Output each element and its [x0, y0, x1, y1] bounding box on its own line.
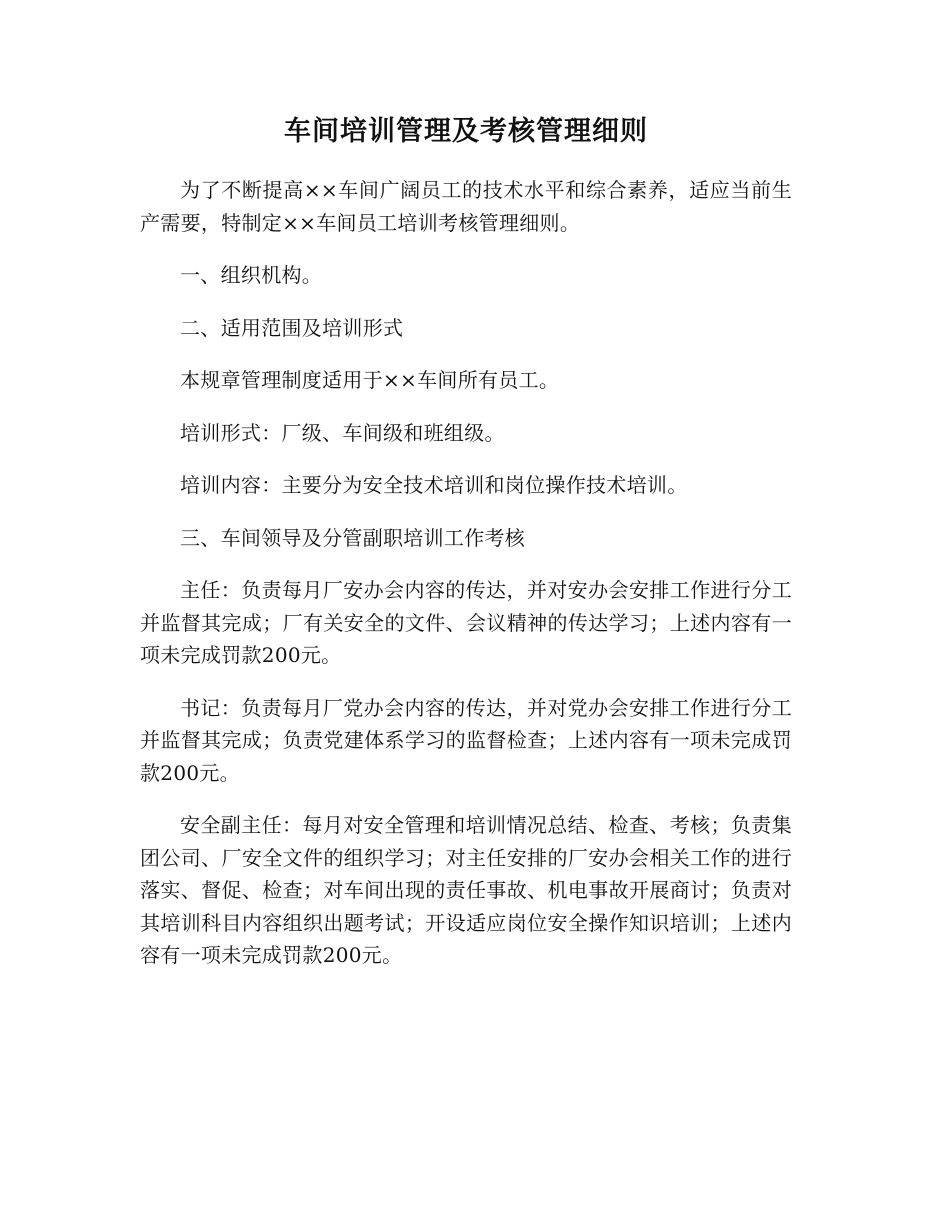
section-heading-leadership: 三、车间领导及分管副职培训工作考核 [180, 525, 526, 550]
director-paragraph: 主任：负责每月厂安办会内容的传达，并对安办会安排工作进行分工并监督其完成；厂有关安全的文件、会议精神的传达学习；上述内容有一项未完成罚款200元。 [140, 578, 792, 667]
document-body [140, 112, 792, 992]
document-title: 车间培训管理及考核管理细则 [284, 116, 648, 147]
safety-deputy-paragraph: 安全副主任：每月对安全管理和培训情况总结、检查、考核；负责集团公司、厂安全文件的组织学习；对主任安排的厂安办会相关工作的进行落实、督促、检查；对车间出现的责任事故、机电事故开展商讨；负责对其培训科目内容组织出题考试；开设适应岗位安全操作知识培训；上述内容有一项未完成罚款200元。 [140, 813, 792, 967]
intro-paragraph: 为了不断提高××车间广阔员工的技术水平和综合素养，适应当前生产需要，特制定××车间员工培训考核管理细则。 [140, 178, 792, 235]
section-heading-organization: 一、组织机构。 [180, 263, 323, 287]
training-form-paragraph: 培训形式：厂级、车间级和班组级。 [180, 420, 505, 445]
section-heading-scope: 二、适用范围及培训形式 [180, 315, 404, 340]
training-content-paragraph: 培训内容：主要分为安全技术培训和岗位操作技术培训。 [180, 473, 688, 497]
secretary-paragraph: 书记：负责每月厂党办会内容的传达，并对党办会安排工作进行分工并监督其完成；负责党建体系学习的监督检查；上述内容有一项未完成罚款200元。 [140, 695, 792, 785]
scope-paragraph: 本规章管理制度适用于××车间所有员工。 [180, 368, 560, 392]
